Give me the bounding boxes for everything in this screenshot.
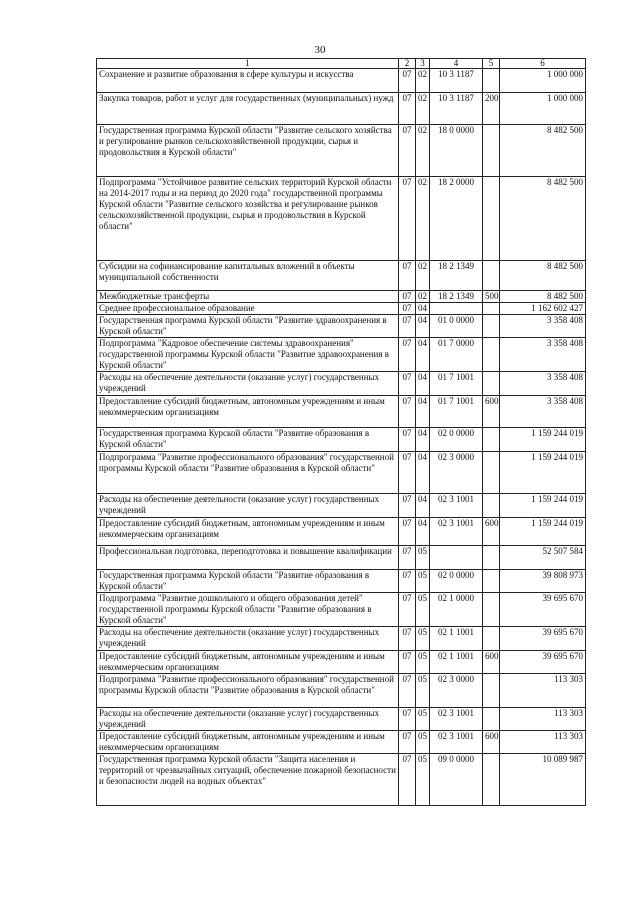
row-name: Государственная программа Курской области "Развитие образования в Курской области": [97, 570, 399, 593]
row-expense-type: [483, 372, 500, 396]
row-name: Государственная программа Курской области "Развитие здравоохранения в Курской области": [97, 315, 399, 338]
row-name: Расходы на обеспечение деятельности (оказание услуг) государственных учреждений: [97, 372, 399, 396]
row-expense-type: [483, 546, 500, 570]
row-expense-type: [483, 593, 500, 627]
row-section: 07: [399, 452, 416, 494]
row-expense-type: [483, 494, 500, 518]
row-subsection: 04: [416, 303, 430, 315]
row-expense-type: [483, 428, 500, 452]
row-amount: 1 159 244 019: [500, 518, 586, 546]
table-header-row: [97, 59, 586, 69]
row-section: 07: [399, 428, 416, 452]
row-name: Подпрограмма "Развитие профессионального образования" государственной программы Курской области "Развитие образования в Курской области": [97, 674, 399, 708]
row-amount: 113 303: [500, 731, 586, 754]
row-expense-type: [483, 261, 500, 291]
table-row: [97, 754, 586, 806]
row-amount: 39 695 670: [500, 593, 586, 627]
row-subsection: 05: [416, 674, 430, 708]
row-section: 07: [399, 627, 416, 651]
row-amount: 8 482 500: [500, 177, 586, 261]
row-expense-type: 600: [483, 651, 500, 674]
table-row: [97, 261, 586, 291]
table-row: [97, 731, 586, 754]
row-section: 07: [399, 396, 416, 428]
table-row: [97, 593, 586, 627]
row-amount: 3 358 408: [500, 372, 586, 396]
row-amount: 1 000 000: [500, 69, 586, 93]
row-expense-type: 600: [483, 396, 500, 428]
row-name: Предоставление субсидий бюджетным, автономным учреждениям и иным некоммерческим организациям: [97, 518, 399, 546]
row-section: 07: [399, 708, 416, 731]
row-target-code: 09 0 0000: [430, 754, 483, 806]
row-subsection: 02: [416, 261, 430, 291]
row-name: Подпрограмма "Развитие профессионального образования" государственной программы Курской области "Развитие образования в Курской области": [97, 452, 399, 494]
table-row: [97, 452, 586, 494]
row-name: Государственная программа Курской области "Развитие образования в Курской области": [97, 428, 399, 452]
row-section: 07: [399, 546, 416, 570]
header-col-2: 2: [399, 59, 416, 69]
row-target-code: 01 7 0000: [430, 338, 483, 372]
row-target-code: 02 0 0000: [430, 428, 483, 452]
row-section: 07: [399, 674, 416, 708]
row-section: 07: [399, 291, 416, 303]
row-target-code: 02 0 0000: [430, 570, 483, 593]
row-expense-type: [483, 177, 500, 261]
row-subsection: 04: [416, 396, 430, 428]
row-name: Закупка товаров, работ и услуг для государственных (муниципальных) нужд: [97, 93, 399, 125]
row-amount: 1 159 244 019: [500, 494, 586, 518]
row-name: Расходы на обеспечение деятельности (оказание услуг) государственных учреждений: [97, 494, 399, 518]
row-subsection: 05: [416, 708, 430, 731]
row-section: 07: [399, 372, 416, 396]
row-target-code: 02 3 1001: [430, 731, 483, 754]
row-section: 07: [399, 518, 416, 546]
table-row: [97, 428, 586, 452]
row-expense-type: [483, 452, 500, 494]
row-name: Подпрограмма "Устойчивое развитие сельских территорий Курской области на 2014-2017 годы и на период до 2020 года" государственной программы Курской области "Развитие сельского хозяйства и регулирование рынков сельскохозяйственной продукции, сырья и продовольствия в Курской области": [97, 177, 399, 261]
row-amount: 8 482 500: [500, 125, 586, 177]
row-expense-type: [483, 627, 500, 651]
row-target-code: 10 3 1187: [430, 93, 483, 125]
table-row: [97, 303, 586, 315]
row-name: Среднее профессиональное образование: [97, 303, 399, 315]
row-amount: 52 507 584: [500, 546, 586, 570]
header-col-1: 1: [97, 59, 399, 69]
row-amount: 1 000 000: [500, 93, 586, 125]
row-subsection: 04: [416, 518, 430, 546]
row-amount: 113 303: [500, 708, 586, 731]
row-target-code: 10 3 1187: [430, 69, 483, 93]
row-section: 07: [399, 261, 416, 291]
row-amount: 1 159 244 019: [500, 428, 586, 452]
row-amount: 3 358 408: [500, 338, 586, 372]
header-col-5: 5: [483, 59, 500, 69]
page-number: 30: [314, 44, 326, 56]
row-name: Предоставление субсидий бюджетным, автономным учреждениям и иным некоммерческим организациям: [97, 731, 399, 754]
row-subsection: 02: [416, 177, 430, 261]
row-amount: 8 482 500: [500, 261, 586, 291]
row-target-code: 02 3 0000: [430, 452, 483, 494]
row-subsection: 05: [416, 754, 430, 806]
budget-table: [96, 58, 586, 806]
row-name: Расходы на обеспечение деятельности (оказание услуг) государственных учреждений: [97, 627, 399, 651]
row-name: Подпрограмма "Развитие дошкольного и общего образования детей" государственной программы Курской области "Развитие образования в Курской области": [97, 593, 399, 627]
table-row: [97, 674, 586, 708]
row-amount: 39 695 670: [500, 651, 586, 674]
row-target-code: 02 1 1001: [430, 651, 483, 674]
row-expense-type: [483, 315, 500, 338]
table-row: [97, 627, 586, 651]
row-section: 07: [399, 731, 416, 754]
row-target-code: 02 1 1001: [430, 627, 483, 651]
row-name: Субсидии на софинансирование капитальных вложений в объекты муниципальной собственности: [97, 261, 399, 291]
row-target-code: 01 0 0000: [430, 315, 483, 338]
row-section: 07: [399, 570, 416, 593]
table-row: [97, 372, 586, 396]
row-target-code: 18 2 0000: [430, 177, 483, 261]
row-subsection: 04: [416, 452, 430, 494]
header-col-3: 3: [416, 59, 430, 69]
table-row: [97, 518, 586, 546]
row-target-code: 02 3 1001: [430, 708, 483, 731]
table-row: [97, 315, 586, 338]
row-target-code: 18 0 0000: [430, 125, 483, 177]
row-section: 07: [399, 303, 416, 315]
row-expense-type: [483, 674, 500, 708]
row-subsection: 05: [416, 593, 430, 627]
header-col-4: 4: [430, 59, 483, 69]
table-row: [97, 396, 586, 428]
row-section: 07: [399, 125, 416, 177]
row-section: 07: [399, 338, 416, 372]
row-expense-type: 600: [483, 731, 500, 754]
row-section: 07: [399, 177, 416, 261]
row-amount: 8 482 500: [500, 291, 586, 303]
row-subsection: 02: [416, 93, 430, 125]
row-section: 07: [399, 69, 416, 93]
row-expense-type: [483, 570, 500, 593]
header-col-6: 6: [500, 59, 586, 69]
row-amount: 3 358 408: [500, 315, 586, 338]
row-target-code: 01 7 1001: [430, 372, 483, 396]
row-expense-type: [483, 708, 500, 731]
row-name: Расходы на обеспечение деятельности (оказание услуг) государственных учреждений: [97, 708, 399, 731]
row-expense-type: 500: [483, 291, 500, 303]
row-expense-type: [483, 303, 500, 315]
row-subsection: 05: [416, 627, 430, 651]
row-name: Предоставление субсидий бюджетным, автономным учреждениям и иным некоммерческим организациям: [97, 651, 399, 674]
row-name: Предоставление субсидий бюджетным, автономным учреждениям и иным некоммерческим организациям: [97, 396, 399, 428]
row-target-code: 02 3 0000: [430, 674, 483, 708]
row-subsection: 02: [416, 291, 430, 303]
table-row: [97, 708, 586, 731]
row-name: Сохранение и развитие образования в сфере культуры и искусства: [97, 69, 399, 93]
row-name: Профессиональная подготовка, переподготовка и повышение квалификации: [97, 546, 399, 570]
table-row: [97, 570, 586, 593]
table-row: [97, 546, 586, 570]
table-row: [97, 494, 586, 518]
row-subsection: 05: [416, 546, 430, 570]
row-target-code: 02 3 1001: [430, 494, 483, 518]
row-amount: 39 808 973: [500, 570, 586, 593]
row-section: 07: [399, 494, 416, 518]
row-name: Государственная программа Курской области "Защита населения и территорий от чрезвычайных ситуаций, обеспечение пожарной безопасности и безопасности людей на водных объектах": [97, 754, 399, 806]
row-subsection: 04: [416, 315, 430, 338]
row-expense-type: [483, 338, 500, 372]
table-row: [97, 125, 586, 177]
row-expense-type: [483, 69, 500, 93]
row-target-code: 01 7 1001: [430, 396, 483, 428]
row-subsection: 05: [416, 570, 430, 593]
row-expense-type: 600: [483, 518, 500, 546]
row-amount: 39 695 670: [500, 627, 586, 651]
table-row: [97, 177, 586, 261]
row-subsection: 04: [416, 428, 430, 452]
row-target-code: 18 2 1349: [430, 291, 483, 303]
row-subsection: 05: [416, 731, 430, 754]
row-name: Межбюджетные трансферты: [97, 291, 399, 303]
row-target-code: 02 3 1001: [430, 518, 483, 546]
row-name: Подпрограмма "Кадровое обеспечение системы здравоохранения" государственной программы Курской области "Развитие здравоохранения в Курской области": [97, 338, 399, 372]
row-section: 07: [399, 93, 416, 125]
table-row: [97, 651, 586, 674]
row-target-code: [430, 546, 483, 570]
row-target-code: [430, 303, 483, 315]
row-subsection: 04: [416, 494, 430, 518]
row-section: 07: [399, 593, 416, 627]
row-section: 07: [399, 315, 416, 338]
row-amount: 3 358 408: [500, 396, 586, 428]
row-section: 07: [399, 651, 416, 674]
table-row: [97, 338, 586, 372]
row-amount: 113 303: [500, 674, 586, 708]
row-subsection: 02: [416, 69, 430, 93]
row-subsection: 02: [416, 125, 430, 177]
table-row: [97, 291, 586, 303]
row-target-code: 02 1 0000: [430, 593, 483, 627]
row-name: Государственная программа Курской области "Развитие сельского хозяйства и регулирование рынков сельскохозяйственной продукции, сырья и продовольствия в Курской области": [97, 125, 399, 177]
row-subsection: 04: [416, 338, 430, 372]
row-expense-type: [483, 125, 500, 177]
table-row: [97, 69, 586, 93]
row-expense-type: 200: [483, 93, 500, 125]
row-amount: 10 089 987: [500, 754, 586, 806]
row-section: 07: [399, 754, 416, 806]
row-expense-type: [483, 754, 500, 806]
row-target-code: 18 2 1349: [430, 261, 483, 291]
row-amount: 1 162 602 427: [500, 303, 586, 315]
table-row: [97, 93, 586, 125]
row-subsection: 04: [416, 372, 430, 396]
row-amount: 1 159 244 019: [500, 452, 586, 494]
row-subsection: 05: [416, 651, 430, 674]
